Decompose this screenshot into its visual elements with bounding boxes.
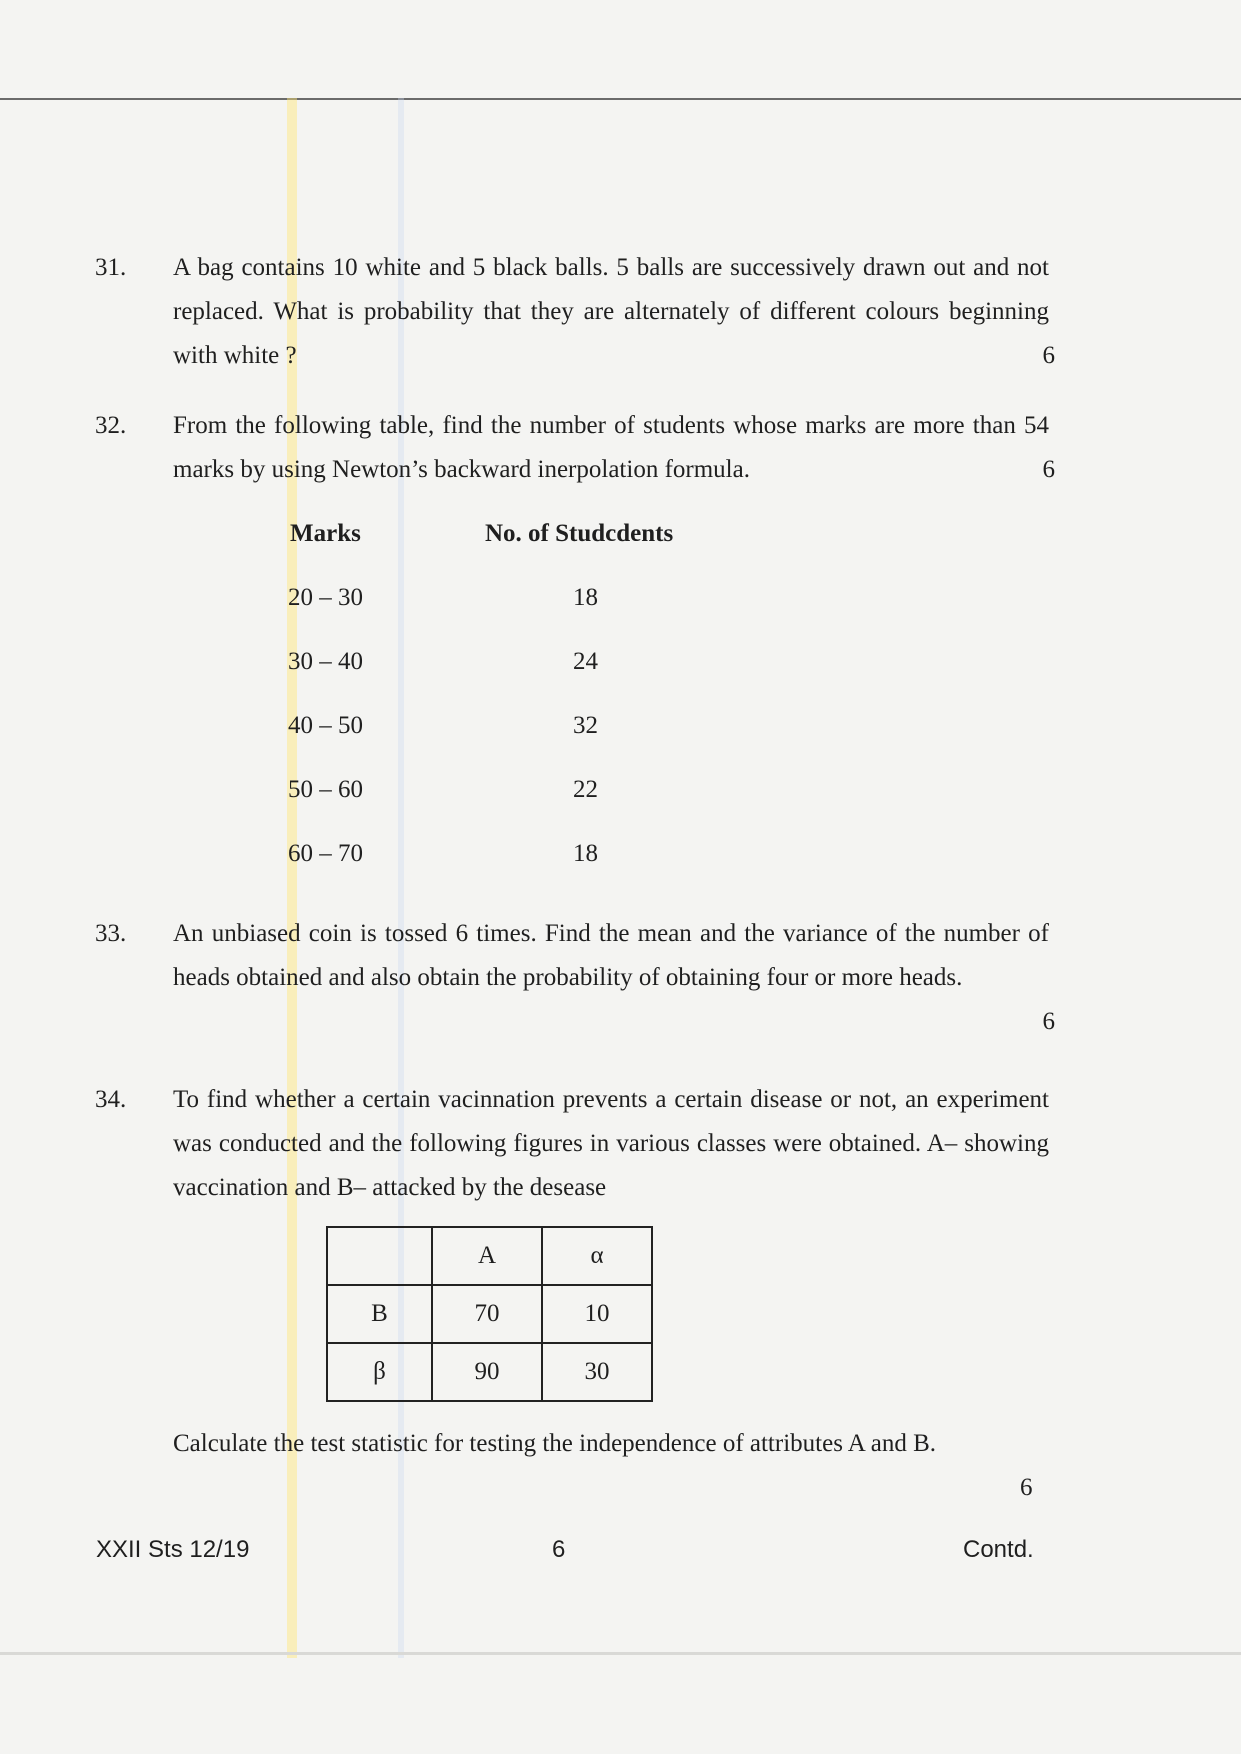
question-text: A bag contains 10 white and 5 black balls. 5 balls are successively drawn out and not replaced. What is probability that they are alternately of different colours beginning with white ? — [173, 254, 1049, 369]
question-text: From the following table, find the number of students whose marks are more than 54 marks by using Newton’s backward inerpolation formula. — [173, 412, 1049, 483]
marks-class: 50 – 60 — [288, 776, 363, 803]
question-34 — [95, 1078, 1055, 1210]
student-count: 18 — [573, 840, 598, 867]
question-marks: 6 — [1042, 1008, 1055, 1035]
question-marks: 6 — [1042, 342, 1055, 369]
table-header: No. of Studcdents — [485, 520, 674, 547]
paper-code: XXII Sts 12/19 — [96, 1536, 250, 1563]
table-cell: B — [327, 1285, 432, 1343]
table-cell — [327, 1227, 432, 1285]
scan-top-rule — [0, 98, 1241, 100]
student-count: 32 — [573, 712, 598, 739]
table-cell: α — [542, 1227, 652, 1285]
continued-label: Contd. — [963, 1536, 1034, 1563]
marks-class: 40 – 50 — [288, 712, 363, 739]
table-row — [327, 1343, 652, 1401]
table-cell: A — [432, 1227, 542, 1285]
marks-class: 60 – 70 — [288, 840, 363, 867]
table-row — [327, 1285, 652, 1343]
table-row — [327, 1227, 652, 1285]
student-count: 24 — [573, 648, 598, 675]
marks-class: 20 – 30 — [288, 584, 363, 611]
table-cell: 10 — [542, 1285, 652, 1343]
question-marks: 6 — [1042, 456, 1055, 483]
question-number: 31. — [95, 254, 127, 281]
marks-class: 30 – 40 — [288, 648, 363, 675]
question-number: 34. — [95, 1086, 127, 1113]
question-number: 33. — [95, 920, 127, 947]
question-marks: 6 — [1020, 1474, 1033, 1501]
question-text: An unbiased coin is tossed 6 times. Find the mean and the variance of the number of heads obtained and also obtain the probability of obtaining four or more heads. — [173, 920, 1049, 991]
question-32 — [95, 404, 1055, 492]
question-31 — [95, 246, 1055, 378]
calculate-instruction: Calculate the test statistic for testing the independence of attributes A and B. — [173, 1430, 936, 1457]
question-number: 32. — [95, 412, 127, 439]
question-33 — [95, 912, 1055, 1044]
contingency-table — [326, 1226, 653, 1402]
student-count: 18 — [573, 584, 598, 611]
table-cell: 30 — [542, 1343, 652, 1401]
student-count: 22 — [573, 776, 598, 803]
question-text: To find whether a certain vacinnation prevents a certain disease or not, an experiment was conducted and the following figures in various classes were obtained. A– showing vaccination and B– attacked by the desease — [173, 1086, 1049, 1201]
scan-bottom-rule — [0, 1652, 1241, 1655]
table-cell: 90 — [432, 1343, 542, 1401]
table-header: Marks — [290, 520, 361, 547]
page-number: 6 — [552, 1536, 566, 1563]
table-cell: β — [327, 1343, 432, 1401]
table-cell: 70 — [432, 1285, 542, 1343]
